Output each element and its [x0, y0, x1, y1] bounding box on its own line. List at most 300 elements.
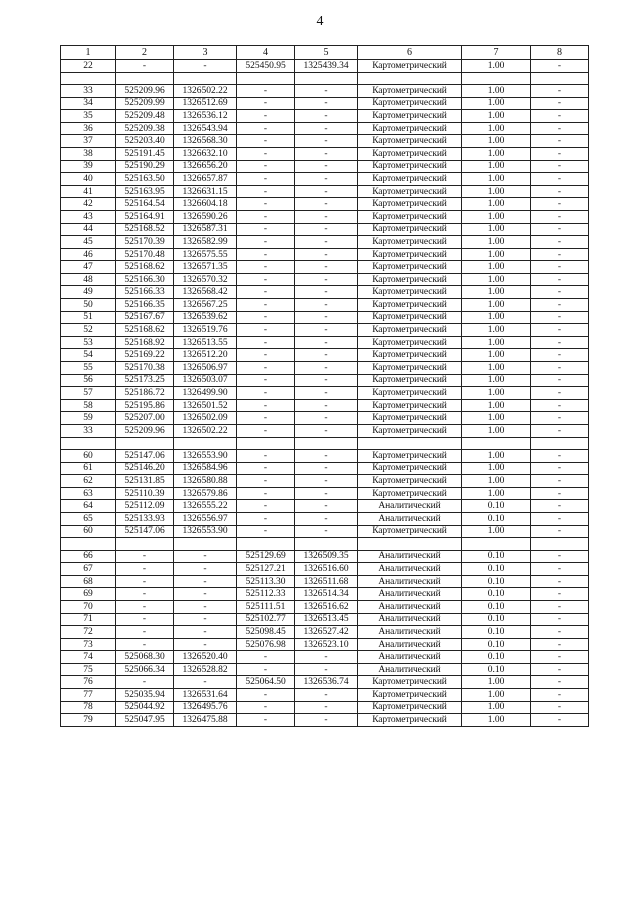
col-accuracy: 1.00	[462, 160, 531, 173]
col-y-old: -	[174, 588, 237, 601]
col-x-new: -	[237, 714, 295, 727]
table-row	[61, 588, 589, 601]
col-x-old: 525170.38	[116, 362, 174, 375]
empty-cell	[237, 538, 295, 550]
col-point: 22	[61, 60, 116, 73]
col-method: Картометрический	[358, 173, 462, 186]
col-y-new: 1326516.62	[295, 600, 358, 613]
col-y-old: -	[174, 613, 237, 626]
col-y-old: 1326584.96	[174, 462, 237, 475]
col-y-old: 1326495.76	[174, 701, 237, 714]
col-y-new: -	[295, 714, 358, 727]
col-x-old: 525209.48	[116, 110, 174, 123]
col-y-new: -	[295, 425, 358, 438]
col-method: Картометрический	[358, 689, 462, 702]
col-method: Аналитический	[358, 550, 462, 563]
empty-cell	[295, 538, 358, 550]
col-note: -	[531, 638, 589, 651]
col-x-new: 525102.77	[237, 613, 295, 626]
col-x-old: 525110.39	[116, 487, 174, 500]
col-y-new: 1326511.68	[295, 575, 358, 588]
col-y-old: 1326579.86	[174, 487, 237, 500]
col-y-old: -	[174, 638, 237, 651]
col-note: -	[531, 299, 589, 312]
col-accuracy: 1.00	[462, 689, 531, 702]
col-y-new: -	[295, 525, 358, 538]
col-y-new: -	[295, 512, 358, 525]
col-accuracy: 1.00	[462, 60, 531, 73]
table-row	[61, 714, 589, 727]
col-accuracy: 0.10	[462, 512, 531, 525]
col-method: Картометрический	[358, 84, 462, 97]
col-accuracy: 1.00	[462, 198, 531, 211]
col-method: Аналитический	[358, 588, 462, 601]
col-accuracy: 1.00	[462, 412, 531, 425]
col-accuracy: 1.00	[462, 462, 531, 475]
col-note: -	[531, 689, 589, 702]
col-x-new: -	[237, 173, 295, 186]
col-method: Картометрический	[358, 324, 462, 337]
col-note: -	[531, 236, 589, 249]
col-y-new: 1326527.42	[295, 626, 358, 639]
col-x-old: 525066.34	[116, 663, 174, 676]
col-y-new: -	[295, 336, 358, 349]
col-point: 60	[61, 450, 116, 463]
col-note: -	[531, 701, 589, 714]
col-x-new: -	[237, 500, 295, 513]
col-x-new: -	[237, 475, 295, 488]
col-accuracy: 1.00	[462, 210, 531, 223]
col-method: Картометрический	[358, 374, 462, 387]
col-x-new: 525111.51	[237, 600, 295, 613]
col-x-new: -	[237, 689, 295, 702]
col-method: Картометрический	[358, 475, 462, 488]
separator-row	[61, 437, 589, 449]
col-x-new: -	[237, 324, 295, 337]
col-note: -	[531, 286, 589, 299]
table-row	[61, 450, 589, 463]
col-note: -	[531, 84, 589, 97]
col-accuracy: 1.00	[462, 387, 531, 400]
col-accuracy: 1.00	[462, 714, 531, 727]
col-accuracy: 1.00	[462, 236, 531, 249]
col-method: Аналитический	[358, 575, 462, 588]
col-y-new: -	[295, 663, 358, 676]
empty-cell	[295, 72, 358, 84]
col-note: -	[531, 588, 589, 601]
col-x-old: -	[116, 638, 174, 651]
col-y-new: -	[295, 198, 358, 211]
col-y-old: 1326475.88	[174, 714, 237, 727]
col-method: Картометрический	[358, 135, 462, 148]
col-note: -	[531, 512, 589, 525]
header-cell-6: 6	[358, 46, 462, 60]
col-note: -	[531, 412, 589, 425]
table-row	[61, 512, 589, 525]
col-accuracy: 1.00	[462, 185, 531, 198]
col-x-old: 525166.33	[116, 286, 174, 299]
col-point: 38	[61, 147, 116, 160]
col-point: 55	[61, 362, 116, 375]
col-x-old: 525168.62	[116, 324, 174, 337]
col-point: 65	[61, 512, 116, 525]
col-x-new: 525064.50	[237, 676, 295, 689]
col-x-old: -	[116, 575, 174, 588]
col-y-old: 1326503.07	[174, 374, 237, 387]
col-method: Картометрический	[358, 311, 462, 324]
col-x-new: -	[237, 198, 295, 211]
col-accuracy: 0.10	[462, 600, 531, 613]
col-y-old: 1326555.22	[174, 500, 237, 513]
col-y-old: 1326520.40	[174, 651, 237, 664]
col-method: Картометрический	[358, 185, 462, 198]
col-x-old: 525173.25	[116, 374, 174, 387]
col-x-old: 525047.95	[116, 714, 174, 727]
col-method: Аналитический	[358, 613, 462, 626]
col-accuracy: 1.00	[462, 676, 531, 689]
col-x-old: -	[116, 626, 174, 639]
col-x-new: -	[237, 135, 295, 148]
col-method: Аналитический	[358, 600, 462, 613]
col-y-old: 1326531.64	[174, 689, 237, 702]
table-body	[61, 46, 589, 727]
col-y-new: -	[295, 147, 358, 160]
col-x-new: -	[237, 248, 295, 261]
col-y-old: 1326513.55	[174, 336, 237, 349]
col-note: -	[531, 714, 589, 727]
col-note: -	[531, 500, 589, 513]
col-note: -	[531, 261, 589, 274]
col-y-new: -	[295, 273, 358, 286]
col-point: 59	[61, 412, 116, 425]
col-y-new: -	[295, 236, 358, 249]
col-x-new: -	[237, 349, 295, 362]
table-row	[61, 223, 589, 236]
col-method: Картометрический	[358, 676, 462, 689]
col-point: 50	[61, 299, 116, 312]
col-note: -	[531, 676, 589, 689]
col-method: Картометрический	[358, 198, 462, 211]
col-method: Картометрический	[358, 110, 462, 123]
col-point: 66	[61, 550, 116, 563]
col-note: -	[531, 487, 589, 500]
col-note: -	[531, 600, 589, 613]
col-accuracy: 1.00	[462, 336, 531, 349]
col-point: 60	[61, 525, 116, 538]
table-row	[61, 160, 589, 173]
col-x-new: 525112.33	[237, 588, 295, 601]
col-y-new: -	[295, 160, 358, 173]
empty-cell	[462, 72, 531, 84]
col-point: 33	[61, 84, 116, 97]
col-x-new: -	[237, 84, 295, 97]
table-row	[61, 676, 589, 689]
col-x-old: 525163.95	[116, 185, 174, 198]
col-x-old: 525209.96	[116, 84, 174, 97]
col-method: Картометрический	[358, 286, 462, 299]
col-point: 49	[61, 286, 116, 299]
table-row	[61, 525, 589, 538]
col-y-new: -	[295, 223, 358, 236]
col-point: 62	[61, 475, 116, 488]
col-x-old: 525112.09	[116, 500, 174, 513]
col-method: Картометрический	[358, 362, 462, 375]
col-y-new: -	[295, 324, 358, 337]
col-note: -	[531, 550, 589, 563]
col-point: 51	[61, 311, 116, 324]
col-y-old: -	[174, 626, 237, 639]
col-accuracy: 1.00	[462, 701, 531, 714]
col-y-old: 1326656.20	[174, 160, 237, 173]
coordinates-table	[60, 45, 589, 727]
col-x-old: 525170.39	[116, 236, 174, 249]
table-row	[61, 324, 589, 337]
col-x-old: 525195.86	[116, 399, 174, 412]
col-x-new: -	[237, 110, 295, 123]
header-cell-1: 1	[61, 46, 116, 60]
col-y-old: 1326543.94	[174, 122, 237, 135]
table-row	[61, 147, 589, 160]
empty-cell	[61, 72, 116, 84]
table-row	[61, 399, 589, 412]
col-point: 43	[61, 210, 116, 223]
col-y-new: -	[295, 185, 358, 198]
col-y-new: 1326509.35	[295, 550, 358, 563]
col-y-new: -	[295, 210, 358, 223]
col-accuracy: 1.00	[462, 362, 531, 375]
col-y-old: 1326539.62	[174, 311, 237, 324]
col-accuracy: 1.00	[462, 299, 531, 312]
table-row	[61, 198, 589, 211]
col-accuracy: 1.00	[462, 223, 531, 236]
col-x-new: -	[237, 97, 295, 110]
col-y-old: 1326604.18	[174, 198, 237, 211]
col-x-old: 525168.52	[116, 223, 174, 236]
col-point: 67	[61, 563, 116, 576]
col-x-old: -	[116, 550, 174, 563]
col-x-new: 525076.98	[237, 638, 295, 651]
table-row	[61, 425, 589, 438]
col-y-old: 1326632.10	[174, 147, 237, 160]
empty-cell	[174, 72, 237, 84]
col-y-old: -	[174, 575, 237, 588]
table-row	[61, 689, 589, 702]
col-accuracy: 1.00	[462, 311, 531, 324]
separator-row	[61, 538, 589, 550]
col-method: Аналитический	[358, 651, 462, 664]
col-x-new: -	[237, 210, 295, 223]
col-x-new: -	[237, 147, 295, 160]
col-accuracy: 1.00	[462, 286, 531, 299]
col-accuracy: 0.10	[462, 550, 531, 563]
separator-row	[61, 72, 589, 84]
table-row	[61, 462, 589, 475]
col-y-new: -	[295, 122, 358, 135]
col-accuracy: 1.00	[462, 135, 531, 148]
col-note: -	[531, 60, 589, 73]
table-row	[61, 600, 589, 613]
col-y-old: -	[174, 550, 237, 563]
col-point: 68	[61, 575, 116, 588]
col-method: Картометрический	[358, 701, 462, 714]
col-x-new: 525098.45	[237, 626, 295, 639]
col-note: -	[531, 185, 589, 198]
table-row	[61, 362, 589, 375]
col-y-new: -	[295, 311, 358, 324]
col-y-old: 1326575.55	[174, 248, 237, 261]
col-point: 37	[61, 135, 116, 148]
empty-cell	[237, 437, 295, 449]
empty-cell	[358, 437, 462, 449]
col-x-old: -	[116, 60, 174, 73]
col-note: -	[531, 97, 589, 110]
col-y-new: -	[295, 349, 358, 362]
col-accuracy: 1.00	[462, 248, 531, 261]
col-y-new: -	[295, 450, 358, 463]
header-cell-5: 5	[295, 46, 358, 60]
header-cell-4: 4	[237, 46, 295, 60]
col-y-new: -	[295, 374, 358, 387]
col-y-new: -	[295, 110, 358, 123]
col-y-old: -	[174, 563, 237, 576]
col-x-new: -	[237, 450, 295, 463]
empty-cell	[174, 437, 237, 449]
table-row	[61, 663, 589, 676]
col-note: -	[531, 362, 589, 375]
col-point: 34	[61, 97, 116, 110]
table-row	[61, 97, 589, 110]
col-accuracy: 1.00	[462, 173, 531, 186]
col-point: 58	[61, 399, 116, 412]
col-accuracy: 1.00	[462, 273, 531, 286]
col-note: -	[531, 450, 589, 463]
col-y-new: -	[295, 135, 358, 148]
col-y-new: -	[295, 412, 358, 425]
col-point: 56	[61, 374, 116, 387]
table-row	[61, 286, 589, 299]
col-y-old: -	[174, 676, 237, 689]
col-point: 63	[61, 487, 116, 500]
header-cell-2: 2	[116, 46, 174, 60]
col-note: -	[531, 425, 589, 438]
col-point: 36	[61, 122, 116, 135]
col-y-new: -	[295, 701, 358, 714]
col-point: 35	[61, 110, 116, 123]
col-x-new: -	[237, 701, 295, 714]
col-x-old: 525168.62	[116, 261, 174, 274]
col-x-old: 525209.96	[116, 425, 174, 438]
col-x-new: 525450.95	[237, 60, 295, 73]
col-note: -	[531, 626, 589, 639]
table-row	[61, 613, 589, 626]
col-x-old: 525190.29	[116, 160, 174, 173]
col-y-new: -	[295, 387, 358, 400]
col-x-new: -	[237, 374, 295, 387]
col-accuracy: 0.10	[462, 575, 531, 588]
col-method: Картометрический	[358, 97, 462, 110]
col-accuracy: 1.00	[462, 475, 531, 488]
col-method: Аналитический	[358, 626, 462, 639]
col-x-new: -	[237, 425, 295, 438]
table-row	[61, 299, 589, 312]
empty-cell	[61, 538, 116, 550]
col-accuracy: 1.00	[462, 84, 531, 97]
table-row	[61, 412, 589, 425]
col-accuracy: 0.10	[462, 563, 531, 576]
col-point: 39	[61, 160, 116, 173]
col-point: 69	[61, 588, 116, 601]
col-x-new: -	[237, 236, 295, 249]
col-method: Картометрический	[358, 160, 462, 173]
col-accuracy: 0.10	[462, 626, 531, 639]
empty-cell	[462, 437, 531, 449]
col-y-old: 1326568.42	[174, 286, 237, 299]
col-accuracy: 1.00	[462, 399, 531, 412]
col-y-old: 1326570.32	[174, 273, 237, 286]
col-note: -	[531, 248, 589, 261]
col-method: Картометрический	[358, 349, 462, 362]
col-x-old: 525163.50	[116, 173, 174, 186]
col-accuracy: 1.00	[462, 147, 531, 160]
col-x-old: 525044.92	[116, 701, 174, 714]
col-point: 70	[61, 600, 116, 613]
col-x-old: 525186.72	[116, 387, 174, 400]
col-y-old: 1326587.31	[174, 223, 237, 236]
col-note: -	[531, 399, 589, 412]
col-y-new: -	[295, 399, 358, 412]
col-method: Картометрический	[358, 223, 462, 236]
col-accuracy: 1.00	[462, 374, 531, 387]
header-cell-3: 3	[174, 46, 237, 60]
table-row	[61, 374, 589, 387]
col-method: Аналитический	[358, 638, 462, 651]
empty-cell	[358, 538, 462, 550]
col-method: Картометрический	[358, 525, 462, 538]
col-x-old: 525203.40	[116, 135, 174, 148]
header-cell-7: 7	[462, 46, 531, 60]
col-x-old: 525167.67	[116, 311, 174, 324]
col-note: -	[531, 273, 589, 286]
col-point: 45	[61, 236, 116, 249]
col-method: Картометрический	[358, 487, 462, 500]
col-method: Картометрический	[358, 147, 462, 160]
table-row	[61, 236, 589, 249]
col-y-new: -	[295, 261, 358, 274]
col-y-new: 1326523.10	[295, 638, 358, 651]
col-point: 78	[61, 701, 116, 714]
col-method: Картометрический	[358, 450, 462, 463]
col-y-old: 1326567.25	[174, 299, 237, 312]
table-row	[61, 122, 589, 135]
col-method: Картометрический	[358, 248, 462, 261]
col-y-new: -	[295, 173, 358, 186]
col-x-old: 525068.30	[116, 651, 174, 664]
col-accuracy: 1.00	[462, 324, 531, 337]
col-y-new: 1326516.60	[295, 563, 358, 576]
col-y-old: 1326499.90	[174, 387, 237, 400]
col-method: Аналитический	[358, 563, 462, 576]
col-x-old: 525147.06	[116, 525, 174, 538]
col-x-old: -	[116, 676, 174, 689]
col-x-old: 525131.85	[116, 475, 174, 488]
col-note: -	[531, 475, 589, 488]
col-note: -	[531, 575, 589, 588]
col-y-old: 1326502.09	[174, 412, 237, 425]
col-point: 71	[61, 613, 116, 626]
col-accuracy: 1.00	[462, 261, 531, 274]
col-y-new: -	[295, 475, 358, 488]
col-point: 41	[61, 185, 116, 198]
